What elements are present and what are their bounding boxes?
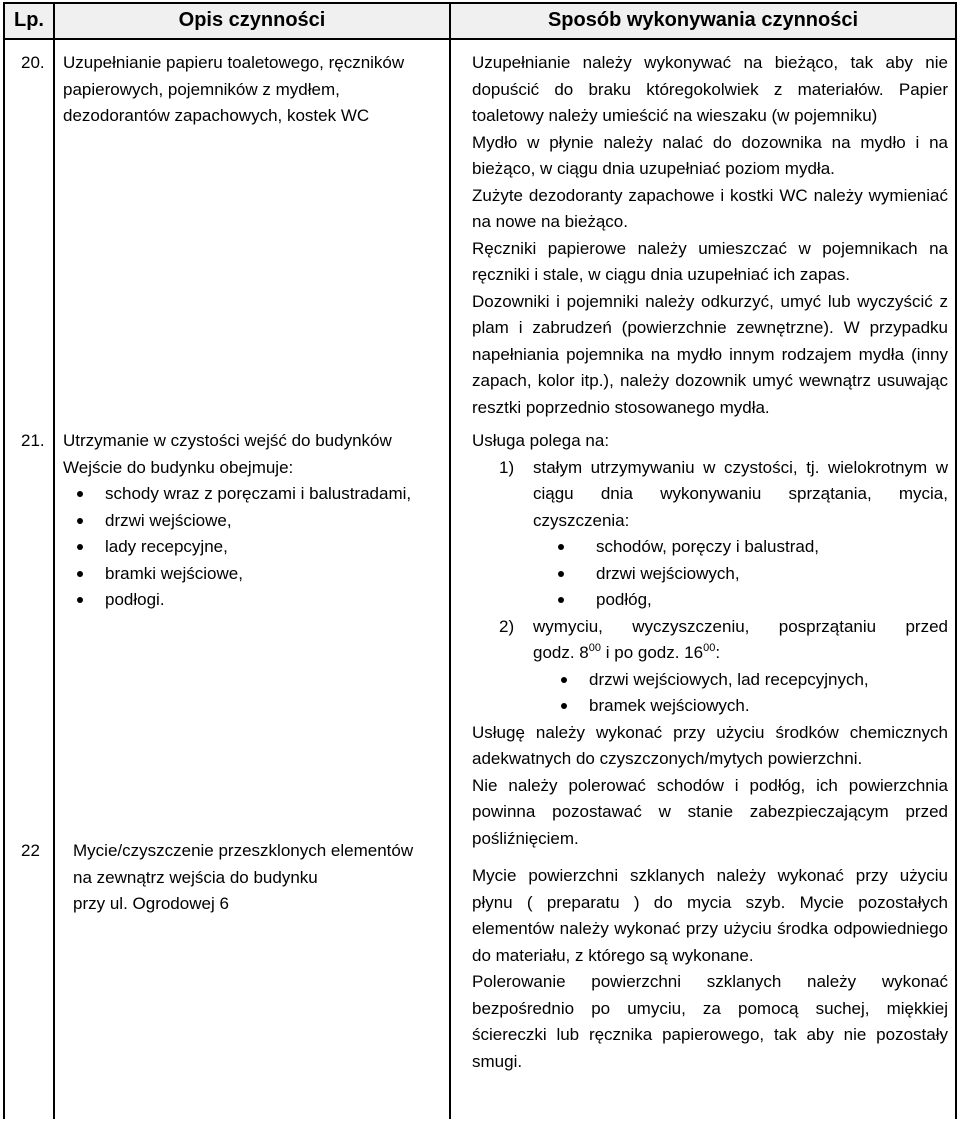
header-opis — [55, 2, 449, 38]
table-border-col1 — [53, 2, 55, 1119]
row-22-opis-line: przy ul. Ogrodowej 6 — [73, 894, 229, 913]
row-21-lp: 21. — [21, 431, 45, 450]
list-item — [558, 534, 948, 561]
bullet-icon — [77, 518, 83, 524]
row-22-sposob — [472, 863, 948, 1075]
numbered-item-2 — [499, 614, 948, 667]
row-20-opis-line: Uzupełnianie papieru toaletowego, ręczników — [63, 53, 405, 72]
row-21-para: Usługę należy wykonać przy użyciu środków chemicznych adekwatnych do czyszczonych/mytych powierzchni. — [472, 722, 948, 768]
numbered-item-1 — [499, 455, 948, 535]
time-text: godz. 8 — [533, 643, 589, 662]
time-sup: 00 — [703, 642, 716, 654]
list-item-text: schodów, poręczy i balustrad, — [596, 537, 820, 556]
bullet-icon — [561, 703, 567, 709]
list-item-text: drzwi wejściowych, lad recepcyjnych, — [589, 669, 869, 689]
list-item-text: lady recepcyjne, — [105, 537, 228, 556]
row-22-opis — [73, 838, 443, 918]
row-21-opis-line: Utrzymanie w czystości wejść do budynków — [63, 431, 392, 450]
row-20-opis — [63, 50, 443, 130]
row-21-opis — [63, 428, 443, 614]
list-item-text: bramki wejściowe, — [105, 563, 243, 583]
row-20-para: Dozowniki i pojemniki należy odkurzyć, umyć lub wyczyścić z plam i zabrudzeń (powierzchnie zewnętrzne). W przypadku napełniania pojemnika na mydło innym rodzajem mydła (inny zapach, kolor itp.), należy dozownik umyć wewnątrz usuwając resztki poprzednio stosowanego mydła. — [472, 291, 948, 417]
time-text: i po godz. 16 — [601, 643, 704, 662]
bullet-icon — [77, 571, 83, 577]
list-item — [77, 534, 443, 561]
header-opis-label: Opis czynności — [178, 8, 326, 31]
row-20-sposob — [472, 50, 948, 421]
row-21-opis-line: Wejście do budynku obejmuje: — [63, 457, 294, 477]
row-20-para: Mydło w płynie należy nalać do dozownika na mydło i na bieżąco, w ciągu dnia uzupełniać poziom mydła. — [472, 132, 948, 178]
item-text: stałym utrzymywaniu w czystości, tj. wielokrotnym w ciągu dnia wykonywaniu sprzątania, mycia, czyszczenia: — [533, 457, 948, 530]
list-item — [77, 481, 443, 508]
item-text — [533, 614, 948, 667]
row-21-intro: Usługa polega na: — [472, 431, 610, 450]
table-border-header — [3, 38, 957, 40]
row-20-opis-line: dezodorantów zapachowych, kostek WC — [63, 106, 370, 125]
header-sposob — [451, 2, 955, 38]
list-item-text: drzwi wejściowych, — [596, 563, 740, 583]
list-item-text: schody wraz z poręczami i balustradami, — [105, 484, 412, 503]
row-21-para: Nie należy polerować schodów i podłóg, ich powierzchnia powinna pozostawać w stanie zabezpieczającym przed pośliźnięciem. — [472, 775, 948, 848]
row-20-para: Zużyte dezodoranty zapachowe i kostki WC należy wymieniać na nowe na bieżąco. — [472, 185, 948, 231]
bullet-icon — [561, 677, 567, 683]
list-item — [77, 508, 443, 535]
bullet-icon — [558, 571, 564, 577]
row-22-para: Polerowanie powierzchni szklanych należy wykonać bezpośrednio po umyciu, za pomocą suchej, miękkiej ściereczki lub ręcznika papierowego, tak aby nie pozostały smugi. — [472, 972, 948, 1071]
row-21-sposob — [472, 428, 948, 852]
list-item — [561, 693, 948, 720]
table-border-right — [955, 2, 957, 1119]
bullet-icon — [77, 544, 83, 550]
header-lp — [5, 2, 53, 38]
row-22-lp: 22 — [21, 841, 40, 860]
header-lp-label: Lp. — [14, 8, 44, 31]
list-item-text: podłóg, — [596, 590, 652, 609]
list-item — [558, 587, 948, 614]
list-item — [77, 587, 443, 614]
bullet-icon — [77, 491, 83, 497]
list-item — [558, 561, 948, 588]
list-item-text: podłogi. — [105, 590, 165, 609]
list-item — [77, 561, 443, 588]
document-table — [3, 2, 957, 1119]
item-text-line: wymyciu, wyczyszczeniu, posprzątaniu przed — [533, 616, 948, 636]
row-20-para: Ręczniki papierowe należy umieszczać w pojemnikach na ręczniki i stale, w ciągu dnia uzupełniać ich zapas. — [472, 238, 948, 284]
time-text: : — [715, 643, 721, 662]
item-text-line — [533, 640, 948, 667]
list-item — [561, 667, 948, 694]
list-item-text: drzwi wejściowe, — [105, 510, 232, 530]
item-number: 2) — [499, 616, 515, 636]
row-22-opis-line: Mycie/czyszczenie przeszklonych elementów — [73, 841, 414, 860]
bullet-icon — [558, 597, 564, 603]
header-sposob-label: Sposób wykonywania czynności — [547, 8, 859, 31]
bullet-icon — [77, 597, 83, 603]
row-20-lp: 20. — [21, 53, 45, 72]
bullet-icon — [558, 544, 564, 550]
row-20-para: Uzupełnianie należy wykonywać na bieżąco, tak aby nie dopuścić do braku któregokolwiek z materiałów. Papier toaletowy należy umieścić na wieszaku (w pojemniku) — [472, 53, 948, 125]
table-border-left — [3, 2, 5, 1119]
time-sup: 00 — [588, 642, 602, 654]
row-20-opis-line: papierowych, pojemników z mydłem, — [63, 79, 340, 99]
row-22-para: Mycie powierzchni szklanych należy wykonać przy użyciu płynu ( preparatu ) do mycia szyb. Mycie pozostałych elementów należy wykonać przy użyciu środka odpowiedniego do materiału, z którego są wykonane. — [472, 866, 948, 965]
item-number: 1) — [499, 457, 515, 477]
table-border-col2 — [449, 2, 451, 1119]
row-22-opis-line: na zewnątrz wejścia do budynku — [73, 867, 318, 887]
list-item-text: bramek wejściowych. — [589, 696, 750, 715]
table-border-top — [3, 2, 957, 4]
